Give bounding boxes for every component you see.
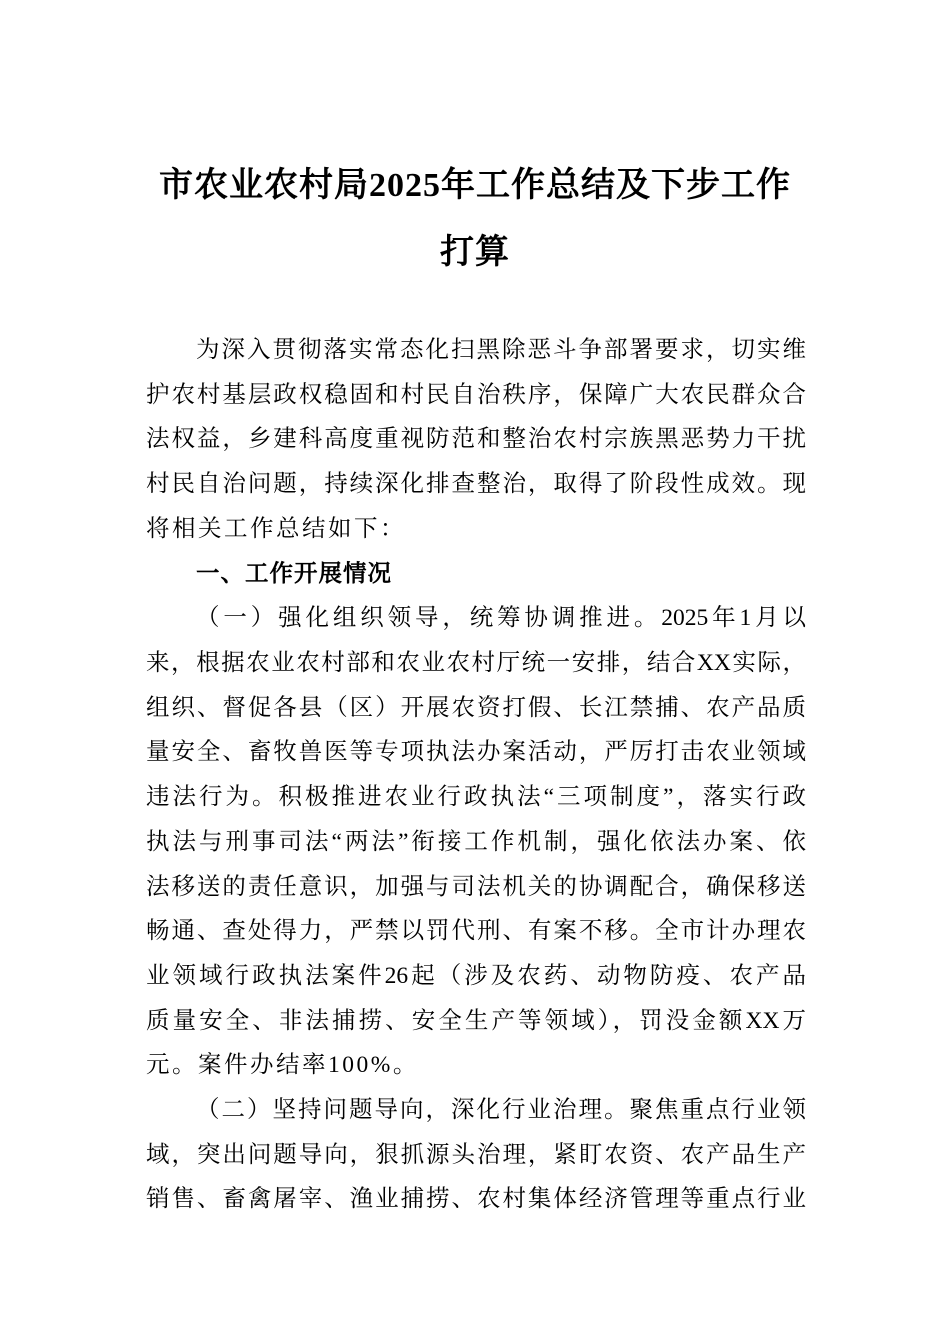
paragraph-line: 质量安全、非法捕捞、安全生产等领域），罚没金额XX万 [146,1008,806,1034]
paragraph-line: 业领域行政执法案件26起（涉及农药、动物防疫、农产品 [146,963,806,989]
paragraph-line: 元。案件办结率100%。 [146,1052,419,1078]
intro-line: 为深入贯彻落实常态化扫黑除恶斗争部署要求，切实维 [196,337,806,363]
paragraph-line: 畅通、查处得力，严禁以罚代刑、有案不移。全市计办理农 [146,918,806,944]
paragraph-line: 域，突出问题导向，狠抓源头治理，紧盯农资、农产品生产 [146,1142,806,1168]
paragraph-line: 法移送的责任意识，加强与司法机关的协调配合，确保移送 [146,874,806,900]
intro-line: 将相关工作总结如下： [146,516,406,542]
section-heading: 一、工作开展情况 [196,559,392,587]
intro-line: 法权益，乡建科高度重视防范和整治农村宗族黑恶势力干扰 [146,426,806,452]
paragraph-line: 量安全、畜牧兽医等专项执法办案活动，严厉打击农业领域 [146,739,806,765]
paragraph-line: 销售、畜禽屠宰、渔业捕捞、农村集体经济管理等重点行业 [146,1186,806,1212]
document-title-line-2: 打算 [440,234,510,271]
paragraph-line: （二）坚持问题导向，深化行业治理。聚焦重点行业领 [196,1097,806,1123]
paragraph-line: 执法与刑事司法“两法”衔接工作机制，强化依法办案、依 [146,829,806,855]
paragraph-line: 违法行为。积极推进农业行政执法“三项制度”，落实行政 [146,784,806,810]
paragraph-line: （一）强化组织领导，统筹协调推进。2025年1月以 [196,605,806,631]
paragraph-line: 组织、督促各县（区）开展农资打假、长江禁捕、农产品质 [146,695,806,721]
intro-line: 村民自治问题，持续深化排查整治，取得了阶段性成效。现 [146,471,806,497]
paragraph-line: 来，根据农业农村部和农业农村厅统一安排，结合XX实际， [146,650,806,676]
intro-line: 护农村基层政权稳固和村民自治秩序，保障广大农民群众合 [146,382,806,408]
document-title-line-1: 市农业农村局2025年工作总结及下步工作 [159,167,791,204]
